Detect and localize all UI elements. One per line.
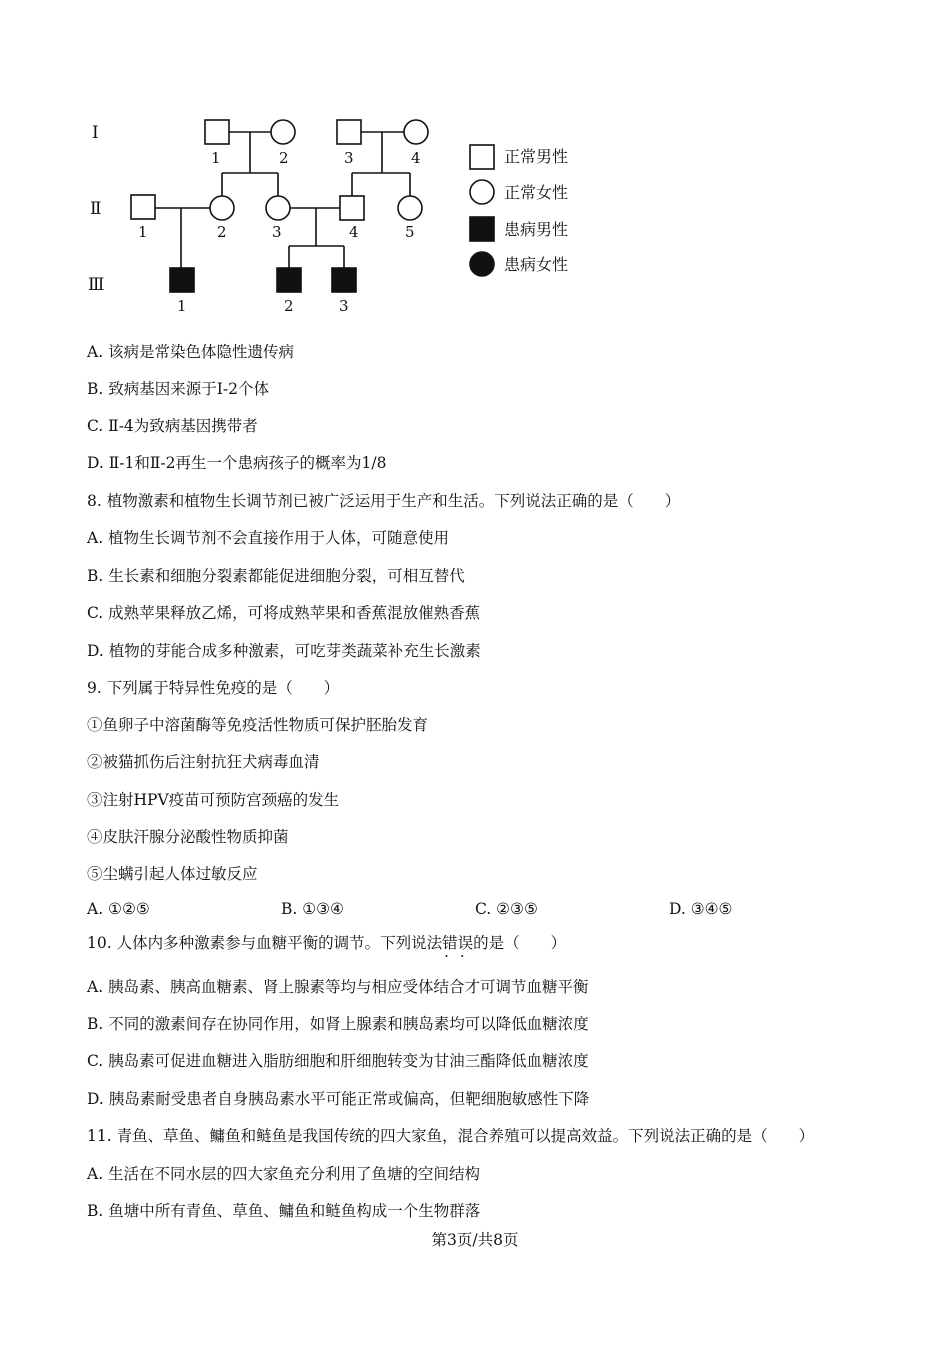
q11-option-b: B. 鱼塘中所有青鱼、草鱼、鳙鱼和鲢鱼构成一个生物群落: [87, 1202, 481, 1220]
legend-normal-male-icon: [470, 145, 494, 169]
individual-III1-affected-male: [170, 268, 194, 292]
q10-stem: [87, 933, 566, 953]
q9-item-5: ⑤尘螨引起人体过敏反应: [87, 865, 258, 883]
individual-II4-normal-male: [340, 196, 364, 220]
individual-I3-normal-male: [337, 120, 361, 144]
q8-option-d: D. 植物的芽能合成多种激素，可吃芽类蔬菜补充生长激素: [87, 642, 481, 660]
q9-option-a: A. ①②⑤: [87, 900, 150, 918]
individual-III2-affected-male: [277, 268, 301, 292]
q9-options-row: [87, 900, 867, 922]
q9-item-4: ④皮肤汗腺分泌酸性物质抑菌: [87, 828, 289, 846]
q10-stem-part-a: 10. 人体内多种激素参与血糖平衡的调节。下列说法: [87, 934, 443, 952]
q9-option-d: D. ③④⑤: [669, 900, 733, 918]
individual-II1-normal-male: [131, 195, 155, 219]
generation-label-I: Ⅰ: [92, 123, 99, 143]
label-III3: 3: [339, 297, 349, 315]
legend-normal-female-label: 正常女性: [504, 183, 569, 202]
q8-option-c: C. 成熟苹果释放乙烯，可将成熟苹果和香蕉混放催熟香蕉: [87, 604, 481, 622]
q9-stem: 9. 下列属于特异性免疫的是（ ）: [87, 679, 340, 697]
q9-option-b: B. ①③④: [281, 900, 344, 918]
individual-II2-normal-female: [210, 196, 234, 220]
individual-I4-normal-female: [404, 120, 428, 144]
label-III1: 1: [177, 297, 187, 315]
q8-stem: 8. 植物激素和植物生长调节剂已被广泛运用于生产和生活。下列说法正确的是（ ）: [87, 492, 681, 510]
page-footer: 第3页/共8页: [431, 1231, 519, 1249]
q10-option-c: C. 胰岛素可促进血糖进入脂肪细胞和肝细胞转变为甘油三酯降低血糖浓度: [87, 1052, 589, 1070]
legend-affected-female-label: 患病女性: [504, 255, 569, 274]
q11-option-a: A. 生活在不同水层的四大家鱼充分利用了鱼塘的空间结构: [87, 1165, 481, 1183]
label-I3: 3: [344, 149, 354, 167]
individual-I2-normal-female: [271, 120, 295, 144]
q7-option-c: C. Ⅱ-4为致病基因携带者: [87, 417, 258, 435]
q8-option-b: B. 生长素和细胞分裂素都能促进细胞分裂，可相互替代: [87, 567, 465, 585]
individual-II5-normal-female: [398, 196, 422, 220]
q9-item-1: ①鱼卵子中溶菌酶等免疫活性物质可保护胚胎发育: [87, 716, 429, 734]
q9-item-2: ②被猫抓伤后注射抗狂犬病毒血清: [87, 753, 320, 771]
label-II5: 5: [405, 223, 415, 241]
q8-option-a: A. 植物生长调节剂不会直接作用于人体，可随意使用: [87, 529, 450, 547]
q7-option-a: A. 该病是常染色体隐性遗传病: [87, 343, 295, 361]
individual-I1-normal-male: [205, 120, 229, 144]
q9-item-3: ③注射HPV疫苗可预防宫颈癌的发生: [87, 791, 340, 809]
q10-option-a: A. 胰岛素、胰高血糖素、肾上腺素等均与相应受体结合才可调节血糖平衡: [87, 978, 589, 996]
legend-affected-male-icon: [470, 217, 494, 241]
individual-III3-affected-male: [332, 268, 356, 292]
q9-option-c: C. ②③⑤: [475, 900, 538, 918]
legend-affected-male-label: 患病男性: [504, 220, 569, 239]
q10-stem-part-b: 的是（ ）: [473, 934, 567, 952]
q10-option-b: B. 不同的激素间存在协同作用，如肾上腺素和胰岛素均可以降低血糖浓度: [87, 1015, 589, 1033]
label-II4: 4: [349, 223, 359, 241]
label-III2: 2: [284, 297, 294, 315]
legend-affected-female-icon: [470, 252, 494, 276]
label-II3: 3: [272, 223, 282, 241]
label-II2: 2: [217, 223, 227, 241]
generation-label-II: Ⅱ: [90, 199, 102, 219]
q7-option-d: D. Ⅱ-1和Ⅱ-2再生一个患病孩子的概率为1/8: [87, 454, 387, 472]
q7-option-b: B. 致病基因来源于Ⅰ-2个体: [87, 380, 269, 398]
generation-label-III: Ⅲ: [88, 275, 105, 295]
legend-normal-male-label: 正常男性: [504, 147, 569, 166]
individual-II3-normal-female: [266, 196, 290, 220]
q11-stem: 11. 青鱼、草鱼、鳙鱼和鲢鱼是我国传统的四大家鱼，混合养殖可以提高效益。下列说法正确的是（ ）: [87, 1127, 815, 1145]
label-I4: 4: [411, 149, 421, 167]
label-I2: 2: [279, 149, 289, 167]
pedigree-diagram: [78, 110, 618, 325]
label-I1: 1: [211, 149, 221, 167]
label-II1: 1: [138, 223, 148, 241]
legend-normal-female-icon: [470, 180, 494, 204]
q10-option-d: D. 胰岛素耐受患者自身胰岛素水平可能正常或偏高，但靶细胞敏感性下降: [87, 1090, 590, 1108]
q10-stem-emphasis: 错误 · ·: [442, 934, 473, 952]
